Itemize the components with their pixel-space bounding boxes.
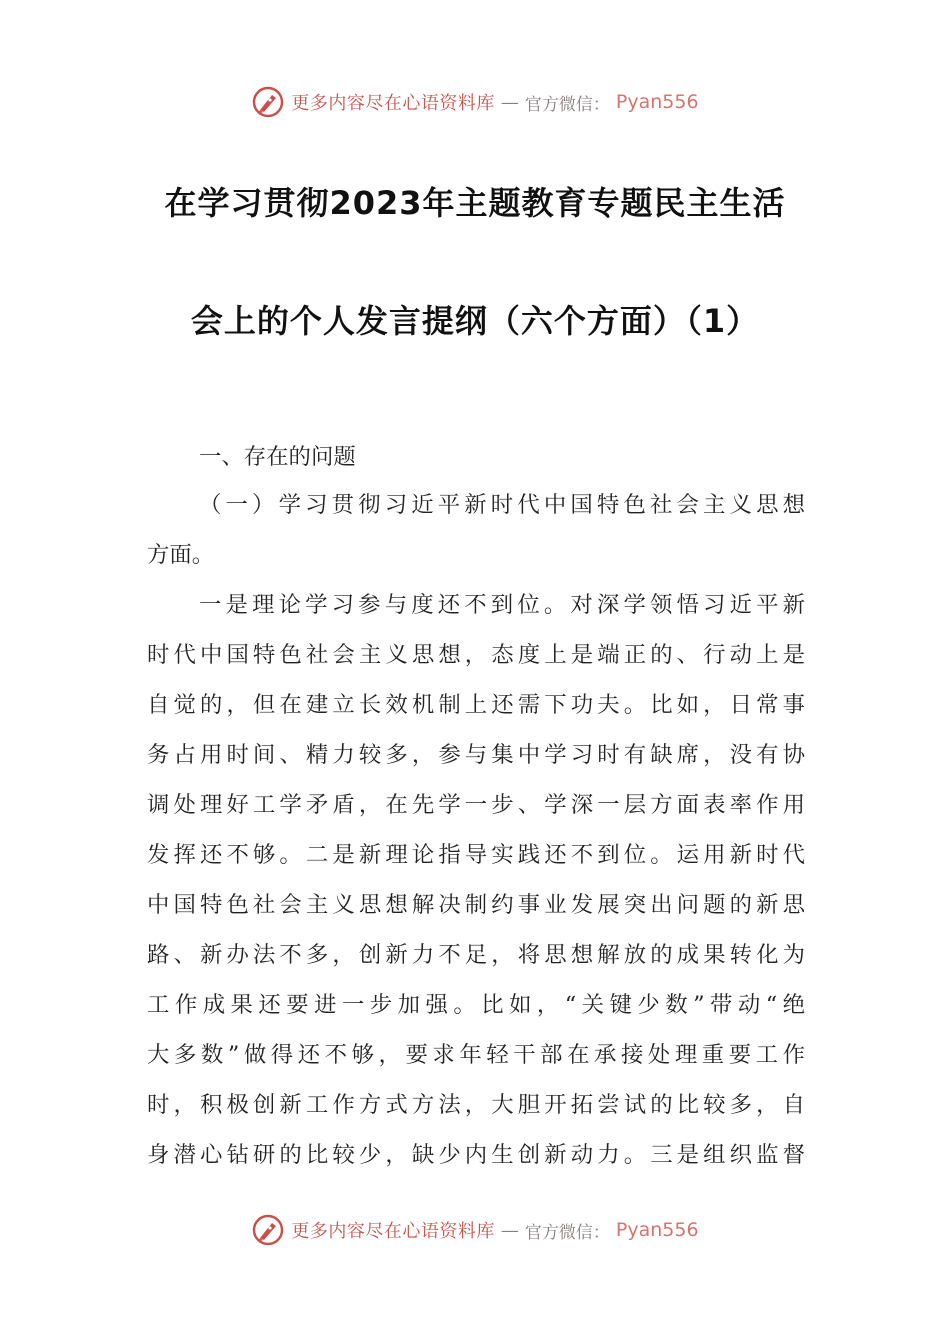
document-title-line-2: 会上的个人发言提纲（六个方面）（1）	[190, 302, 760, 340]
paragraph-line: 工作成果还要进一步加强。比如，“关键少数”带动“绝	[147, 992, 805, 1018]
paragraph-line: 路、新办法不多，创新力不足，将思想解放的成果转化为	[147, 942, 805, 968]
paragraph-line: 中国特色社会主义思想解决制约事业发展突出问题的新思	[147, 892, 805, 918]
paragraph-line: 发挥还不够。二是新理论指导实践还不到位。运用新时代	[147, 842, 805, 868]
watermark-handle: Pyan556	[615, 1219, 699, 1241]
watermark-official-label: 官方微信：	[524, 1222, 610, 1243]
section-heading: 一、存在的问题	[199, 444, 356, 470]
paragraph-line: 务占用时间、精力较多，参与集中学习时有缺席，没有协	[147, 742, 805, 768]
pen-nib-logo-icon	[251, 1213, 285, 1247]
paragraph-line: 时代中国特色社会主义思想，态度上是端正的、行动上是	[147, 642, 805, 668]
paragraph-line: 调处理好工学矛盾，在先学一步、学深一层方面表率作用	[147, 792, 805, 818]
watermark-text: 更多内容尽在心语资料库	[291, 93, 495, 114]
paragraph-line: 方面。	[147, 542, 215, 568]
paragraph-line: 自觉的，但在建立长效机制上还需下功夫。比如，日常事	[147, 692, 805, 718]
header-watermark	[0, 82, 950, 122]
paragraph-line: （一）学习贯彻习近平新时代中国特色社会主义思想	[199, 492, 805, 518]
watermark-separator: —	[500, 1219, 519, 1241]
paragraph-line: 时，积极创新工作方式方法，大胆开拓尝试的比较多，自	[147, 1092, 805, 1118]
pen-nib-logo-icon	[251, 85, 285, 119]
watermark-official-label: 官方微信：	[524, 94, 610, 115]
watermark-separator: —	[500, 91, 519, 113]
paragraph-line: 大多数”做得还不够，要求年轻干部在承接处理重要工作	[147, 1042, 805, 1068]
document-title-line-1: 在学习贯彻2023年主题教育专题民主生活	[164, 184, 786, 222]
footer-watermark	[0, 1210, 950, 1250]
watermark-text: 更多内容尽在心语资料库	[291, 1221, 495, 1242]
watermark-handle: Pyan556	[615, 91, 699, 113]
paragraph-line: 一是理论学习参与度还不到位。对深学领悟习近平新	[199, 592, 805, 618]
paragraph-line: 身潜心钻研的比较少，缺少内生创新动力。三是组织监督	[147, 1142, 805, 1168]
